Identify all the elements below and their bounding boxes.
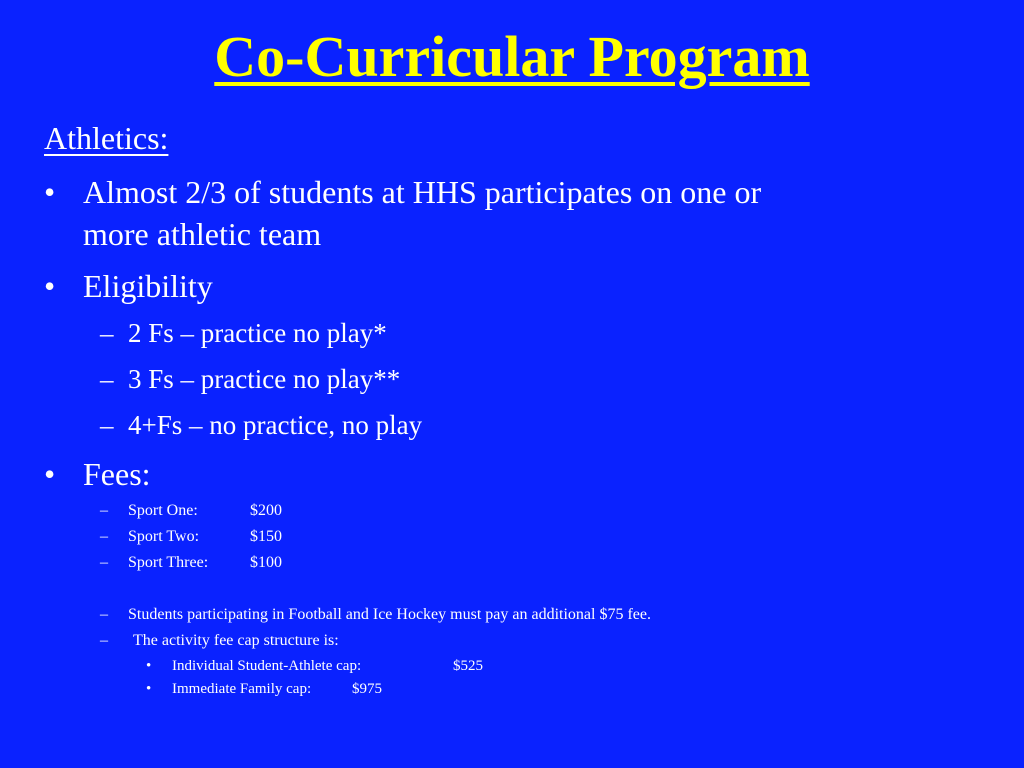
bullet-glyph: • <box>146 681 152 697</box>
fee-item <box>0 501 1024 521</box>
fee-cap-amount: $975 <box>352 681 382 697</box>
dash-glyph: – <box>100 318 114 348</box>
dash-glyph: – <box>100 554 108 571</box>
eligibility-item <box>0 362 1024 396</box>
fee-cap-item <box>0 657 1024 675</box>
dash-glyph: – <box>100 632 108 649</box>
bullet-glyph: • <box>44 174 56 210</box>
fees-label: Fees: <box>83 456 151 492</box>
bullet-glyph: • <box>44 456 56 492</box>
fee-note-additional-text: Students participating in Football and Ice Hockey must pay an additional $75 fee. <box>128 606 651 623</box>
eligibility-item <box>0 316 1024 350</box>
fee-sport-amount: $100 <box>250 554 282 571</box>
fee-sport-amount: $200 <box>250 502 282 519</box>
fee-item <box>0 553 1024 573</box>
bullet-participation-continued <box>0 214 1024 254</box>
eligibility-item <box>0 408 1024 442</box>
slide-title-text: Co-Curricular Program <box>214 24 810 89</box>
bullet-participation <box>0 172 1024 212</box>
eligibility-label: Eligibility <box>83 268 213 304</box>
section-heading-athletics: Athletics: <box>44 120 169 156</box>
bullet-fees <box>0 454 1024 494</box>
participation-line-1: Almost 2/3 of students at HHS participates on one or <box>83 174 762 210</box>
fee-cap-name: Individual Student-Athlete cap: <box>172 658 362 674</box>
fee-cap-amount: $525 <box>453 658 483 674</box>
eligibility-item-text: 4+Fs – no practice, no play <box>128 410 423 440</box>
dash-glyph: – <box>100 410 114 440</box>
eligibility-item-text: 3 Fs – practice no play** <box>128 364 401 394</box>
participation-line-2: more athletic team <box>83 216 322 252</box>
fee-note-additional <box>0 605 1024 625</box>
fee-sport-amount: $150 <box>250 528 282 545</box>
dash-glyph: – <box>100 528 108 545</box>
fee-sport-name: Sport One: <box>128 502 198 519</box>
fee-cap-item <box>0 680 1024 698</box>
fee-cap-intro-text: The activity fee cap structure is: <box>133 632 339 649</box>
bullet-eligibility <box>0 266 1024 306</box>
bullet-glyph: • <box>146 658 152 674</box>
bullet-glyph: • <box>44 268 56 304</box>
eligibility-item-text: 2 Fs – practice no play* <box>128 318 387 348</box>
fee-sport-name: Sport Three: <box>128 554 209 571</box>
dash-glyph: – <box>100 364 114 394</box>
slide-title <box>0 22 1024 92</box>
fee-item <box>0 527 1024 547</box>
fee-cap-intro <box>0 631 1024 651</box>
dash-glyph: – <box>100 502 108 519</box>
fee-cap-name: Immediate Family cap: <box>172 681 312 697</box>
fee-sport-name: Sport Two: <box>128 528 200 545</box>
dash-glyph: – <box>100 606 108 623</box>
